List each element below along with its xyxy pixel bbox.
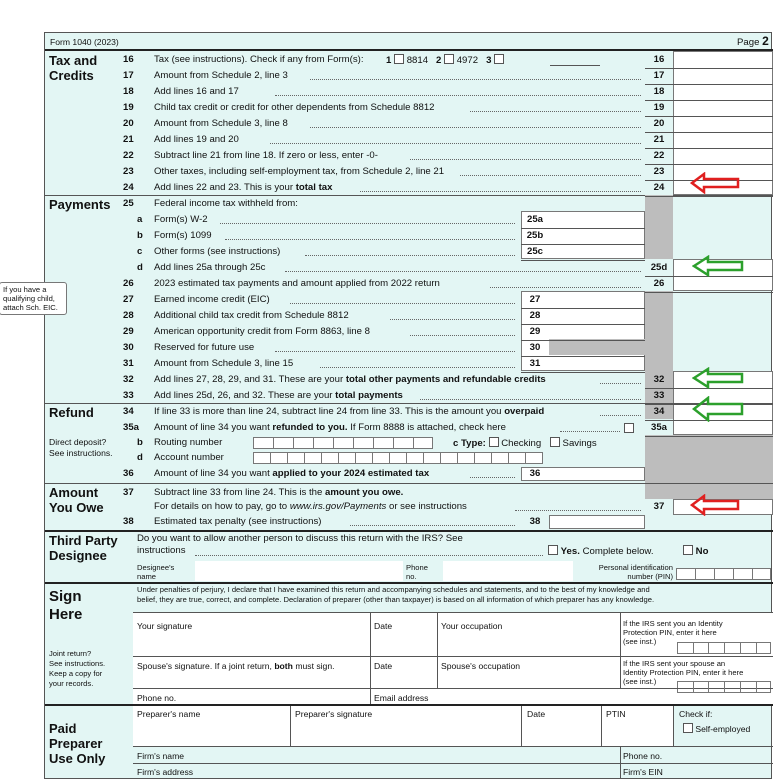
account-digit-divider [321, 452, 322, 464]
account-digit-divider [525, 452, 526, 464]
line-27-num: 27 [123, 294, 134, 305]
section-refund: Refund [49, 405, 94, 420]
box-label-25d: 25d [650, 262, 668, 273]
line-25a-num: a [137, 214, 143, 225]
green-arrow-shape [694, 398, 742, 420]
line-25c-text: Other forms (see instructions) [154, 246, 281, 257]
line-27-text: Earned income credit (EIC) [154, 294, 270, 305]
third-party-yes: Yes. Complete below. [548, 545, 654, 558]
line-34-num: 34 [123, 406, 134, 417]
spouse-date-label: Date [374, 661, 393, 671]
spouse-occupation-label: Spouse's occupation [441, 661, 521, 671]
line-35a-num: 35a [123, 422, 140, 433]
line-25d-text: Add lines 25a through 25c [154, 262, 266, 273]
ip-pin-digit-divider [708, 642, 709, 654]
box-label-21: 21 [653, 134, 665, 145]
line16-forms: 1 8814 2 4972 3 [386, 54, 504, 67]
pin-digit-divider [733, 568, 734, 580]
third-party-question-2: instructions [137, 545, 186, 556]
preparer-date-label: Date [527, 709, 546, 719]
line-31-num: 31 [123, 358, 134, 369]
red-arrow-line-37 [690, 494, 742, 516]
form-4972-checkbox[interactable] [444, 54, 454, 64]
line-25b-num: b [137, 230, 143, 241]
firm-address-label: Firm's address [137, 767, 194, 777]
line-25d-num: d [137, 262, 143, 273]
line-25b-text: Form(s) 1099 [154, 230, 212, 241]
line-32-text: Add lines 27, 28, 29, and 31. These are your total other payments and refundable credits [154, 374, 546, 385]
designee-name-field[interactable] [195, 561, 403, 581]
account-digit-divider [491, 452, 492, 464]
account-digit-divider [406, 452, 407, 464]
line-25c-num: c [137, 246, 143, 257]
box-label-25c: 25c [526, 246, 543, 257]
box-label-37: 37 [653, 501, 665, 512]
pin-digit-divider [752, 568, 753, 580]
line-25a-text: Form(s) W-2 [154, 214, 208, 225]
line-25-num: 25 [123, 198, 134, 209]
direct-deposit-note-2: See instructions. [49, 448, 113, 458]
box-label-17: 17 [653, 70, 665, 81]
line-24-num: 24 [123, 182, 134, 193]
box-label-18: 18 [653, 86, 665, 97]
box-label-35a: 35a [650, 422, 667, 433]
pin-digit-divider [714, 568, 715, 580]
your-occupation-label: Your occupation [441, 621, 503, 631]
green-arrow-line-25d [692, 255, 746, 277]
line-36-num: 36 [123, 468, 134, 479]
routing-digit-divider [353, 437, 354, 449]
designee-no-checkbox[interactable] [683, 545, 693, 555]
firm-phone-label: Phone no. [623, 751, 663, 761]
line-21-text: Add lines 19 and 20 [154, 134, 239, 145]
line-38-num: 38 [123, 516, 134, 527]
designee-pin-label: Personal identification number (PIN) [598, 563, 673, 581]
line-26-num: 26 [123, 278, 134, 289]
box-label-38: 38 [529, 516, 541, 527]
perjury-statement-2: belief, they are true, correct, and complete. Declaration of preparer (other than taxpayer) is based on all information of which preparer has any knowledge. [137, 595, 655, 604]
line-23-text: Other taxes, including self-employment tax, from Schedule 2, line 21 [154, 166, 445, 177]
direct-deposit-note-1: Direct deposit? [49, 437, 107, 447]
spouse-ip-pin-digit-divider [708, 681, 709, 693]
rule-after-36 [45, 483, 773, 484]
line-18-text: Add lines 16 and 17 [154, 86, 239, 97]
ip-pin-digit-divider [724, 642, 725, 654]
form-8814-checkbox[interactable] [394, 54, 404, 64]
line-d-num: d [137, 452, 143, 463]
spouse-ip-pin-digit-divider [724, 681, 725, 693]
line-35a-text: Amount of line 34 you want refunded to you. If Form 8888 is attached, check here [154, 422, 506, 433]
box-label-25a: 25a [526, 214, 543, 225]
date-label: Date [374, 621, 393, 631]
line-28-text: Additional child tax credit from Schedule 8812 [154, 310, 349, 321]
line-29-num: 29 [123, 326, 134, 337]
account-digit-divider [508, 452, 509, 464]
account-digit-divider [304, 452, 305, 464]
routing-digit-divider [373, 437, 374, 449]
section-tax-and-credits: Tax and Credits [49, 53, 98, 83]
rule-after-38 [45, 530, 773, 532]
account-digit-divider [338, 452, 339, 464]
line-30-num: 30 [123, 342, 134, 353]
line-19-text: Child tax credit or credit for other dependents from Schedule 8812 [154, 102, 435, 113]
routing-digit-divider [413, 437, 414, 449]
line-26-text: 2023 estimated tax payments and amount applied from 2022 return [154, 278, 440, 289]
red-arrow-shape [692, 496, 738, 514]
green-arrow-shape [694, 369, 742, 387]
line-20-text: Amount from Schedule 3, line 8 [154, 118, 288, 129]
line16-other-form-field[interactable] [550, 65, 600, 66]
account-digit-divider [457, 452, 458, 464]
line-33-num: 33 [123, 390, 134, 401]
line-17-text: Amount from Schedule 2, line 3 [154, 70, 288, 81]
routing-digit-divider [393, 437, 394, 449]
box-label-20: 20 [653, 118, 665, 129]
rule-after-designee [45, 582, 773, 584]
line-38-text: Estimated tax penalty (see instructions) [154, 516, 322, 527]
box-label-36: 36 [529, 468, 541, 479]
designee-name-label: Designee's name [137, 563, 175, 581]
line-23-num: 23 [123, 166, 134, 177]
designee-yes-checkbox[interactable] [548, 545, 558, 555]
account-digit-divider [270, 452, 271, 464]
line-25-text: Federal income tax withheld from: [154, 198, 298, 209]
line-d-text: Account number [154, 452, 224, 463]
preparer-ptin-label: PTIN [606, 709, 626, 719]
ip-pin-label: If the IRS sent you an Identity Protection PIN, enter it here (see inst.) [623, 619, 723, 646]
self-employed-checkbox[interactable] [683, 723, 693, 733]
section-third-party: Third Party Designee [49, 533, 118, 563]
line-37-text-2: For details on how to pay, go to www.irs.gov/Payments or see instructions [154, 501, 467, 512]
box-label-26: 26 [653, 278, 665, 289]
account-digit-divider [440, 452, 441, 464]
line-b-num: b [137, 437, 143, 448]
firm-name-label: Firm's name [137, 751, 185, 761]
line-36-text: Amount of line 34 you want applied to your 2024 estimated tax [154, 468, 430, 479]
account-number-field[interactable] [253, 452, 543, 464]
line-28-num: 28 [123, 310, 134, 321]
account-digit-divider [287, 452, 288, 464]
third-party-question: Do you want to allow another person to discuss this return with the IRS? See [137, 533, 463, 544]
account-digit-divider [389, 452, 390, 464]
firm-ein-label: Firm's EIN [623, 767, 663, 777]
ip-pin-digit-divider [756, 642, 757, 654]
line-18-num: 18 [123, 86, 134, 97]
form-1040-page-2 [3, 32, 772, 779]
spouse-ip-pin-digit-divider [756, 681, 757, 693]
perjury-statement-1: Under penalties of perjury, I declare that I have examined this return and accompanying schedules and statements, and to the best of my knowledge and [137, 585, 650, 594]
line-29-text: American opportunity credit from Form 8863, line 8 [154, 326, 370, 337]
box-label-22: 22 [653, 150, 665, 161]
box-label-16: 16 [653, 54, 665, 65]
box-label-33: 33 [653, 390, 665, 401]
line-21-num: 21 [123, 134, 134, 145]
form-id: Form 1040 (2023) [50, 37, 119, 47]
line-b-text: Routing number [154, 437, 223, 448]
email-label: Email address [374, 693, 429, 703]
your-signature-field[interactable] [137, 631, 369, 651]
line-31-text: Amount from Schedule 3, line 15 [154, 358, 294, 369]
box-label-32: 32 [653, 374, 665, 385]
line-22-num: 22 [123, 150, 134, 161]
pin-digit-divider [695, 568, 696, 580]
line-33-text: Add lines 25d, 26, and 32. These are your total payments [154, 390, 403, 401]
account-digit-divider [423, 452, 424, 464]
box-label-24: 24 [653, 182, 665, 193]
line-16-num: 16 [123, 54, 134, 65]
routing-digit-divider [313, 437, 314, 449]
ip-pin-digit-divider [693, 642, 694, 654]
green-arrow-shape [694, 257, 742, 275]
header-rule [45, 49, 773, 51]
designee-phone-field[interactable] [443, 561, 573, 581]
savings-checkbox[interactable] [550, 437, 560, 447]
form-8888-checkbox[interactable] [624, 423, 634, 433]
section-payments: Payments [49, 197, 111, 212]
phone-label: Phone no. [137, 693, 177, 703]
box-label-29: 29 [529, 326, 541, 337]
joint-return-note: Joint return? See instructions. Keep a copy for your records. [49, 649, 106, 688]
account-type: c Type: Checking Savings [453, 438, 597, 449]
line-34-text: If line 33 is more than line 24, subtract line 24 from line 33. This is the amount you overpaid [154, 406, 545, 417]
account-digit-divider [355, 452, 356, 464]
green-arrow-line-32 [692, 367, 746, 389]
eic-note: If you have a qualifying child, attach Sch. EIC. [0, 282, 67, 315]
page-label: Page 2 [737, 34, 769, 48]
section-amount-you-owe: Amount You Owe [49, 485, 104, 515]
box-label-25b: 25b [526, 230, 544, 241]
ip-pin-digit-divider [740, 642, 741, 654]
routing-digit-divider [293, 437, 294, 449]
line-16-text: Tax (see instructions). Check if any from Form(s): [154, 54, 364, 65]
line-24-text: Add lines 22 and 23. This is your total tax [154, 182, 333, 193]
amount-38[interactable] [549, 515, 645, 529]
spouse-ip-pin-label: If the IRS sent your spouse an Identity Protection PIN, enter it here (see inst.) [623, 659, 744, 686]
green-arrow-line-34 [692, 396, 746, 422]
designee-phone-label: Phone no. [406, 563, 428, 581]
third-party-no: No [683, 545, 708, 558]
routing-digit-divider [273, 437, 274, 449]
check-if-label: Check if: [679, 709, 713, 719]
preparer-signature-label: Preparer's signature [295, 709, 373, 719]
account-digit-divider [372, 452, 373, 464]
spouse-signature-label: Spouse's signature. If a joint return, both must sign. [137, 661, 335, 671]
designee-pin-field[interactable] [676, 568, 771, 580]
section-sign-here: Sign Here [49, 588, 83, 623]
spouse-ip-pin-digit-divider [693, 681, 694, 693]
shaded-col-25 [645, 195, 673, 259]
box-label-19: 19 [653, 102, 665, 113]
line-19-num: 19 [123, 102, 134, 113]
form-3-checkbox[interactable] [494, 54, 504, 64]
account-digit-divider [474, 452, 475, 464]
line-37-num: 37 [123, 487, 134, 498]
line-22-text: Subtract line 21 from line 18. If zero or less, enter -0- [154, 150, 378, 161]
section-paid-preparer: Paid Preparer Use Only [49, 721, 106, 766]
red-arrow-shape [692, 174, 738, 192]
box-label-34: 34 [653, 406, 665, 417]
box-label-28: 28 [529, 310, 541, 321]
line-32-num: 32 [123, 374, 134, 385]
your-signature-label: Your signature [137, 621, 193, 631]
line-30-text: Reserved for future use [154, 342, 255, 353]
box-label-30: 30 [529, 342, 541, 353]
box-label-31: 31 [529, 358, 541, 369]
line-17-num: 17 [123, 70, 134, 81]
routing-number-field[interactable] [253, 437, 433, 449]
routing-digit-divider [333, 437, 334, 449]
preparer-area [133, 706, 673, 746]
line-37-text: Subtract line 33 from line 24. This is the amount you owe. [154, 487, 404, 498]
preparer-name-label: Preparer's name [137, 709, 201, 719]
self-employed: Self-employed [683, 723, 750, 735]
line-20-num: 20 [123, 118, 134, 129]
shaded-30 [549, 339, 645, 355]
checking-checkbox[interactable] [489, 437, 499, 447]
red-arrow-line-24 [690, 172, 742, 194]
box-label-23: 23 [653, 166, 665, 177]
shaded-col-35 [645, 435, 673, 499]
spouse-ip-pin-digit-divider [740, 681, 741, 693]
box-label-27: 27 [529, 294, 541, 305]
